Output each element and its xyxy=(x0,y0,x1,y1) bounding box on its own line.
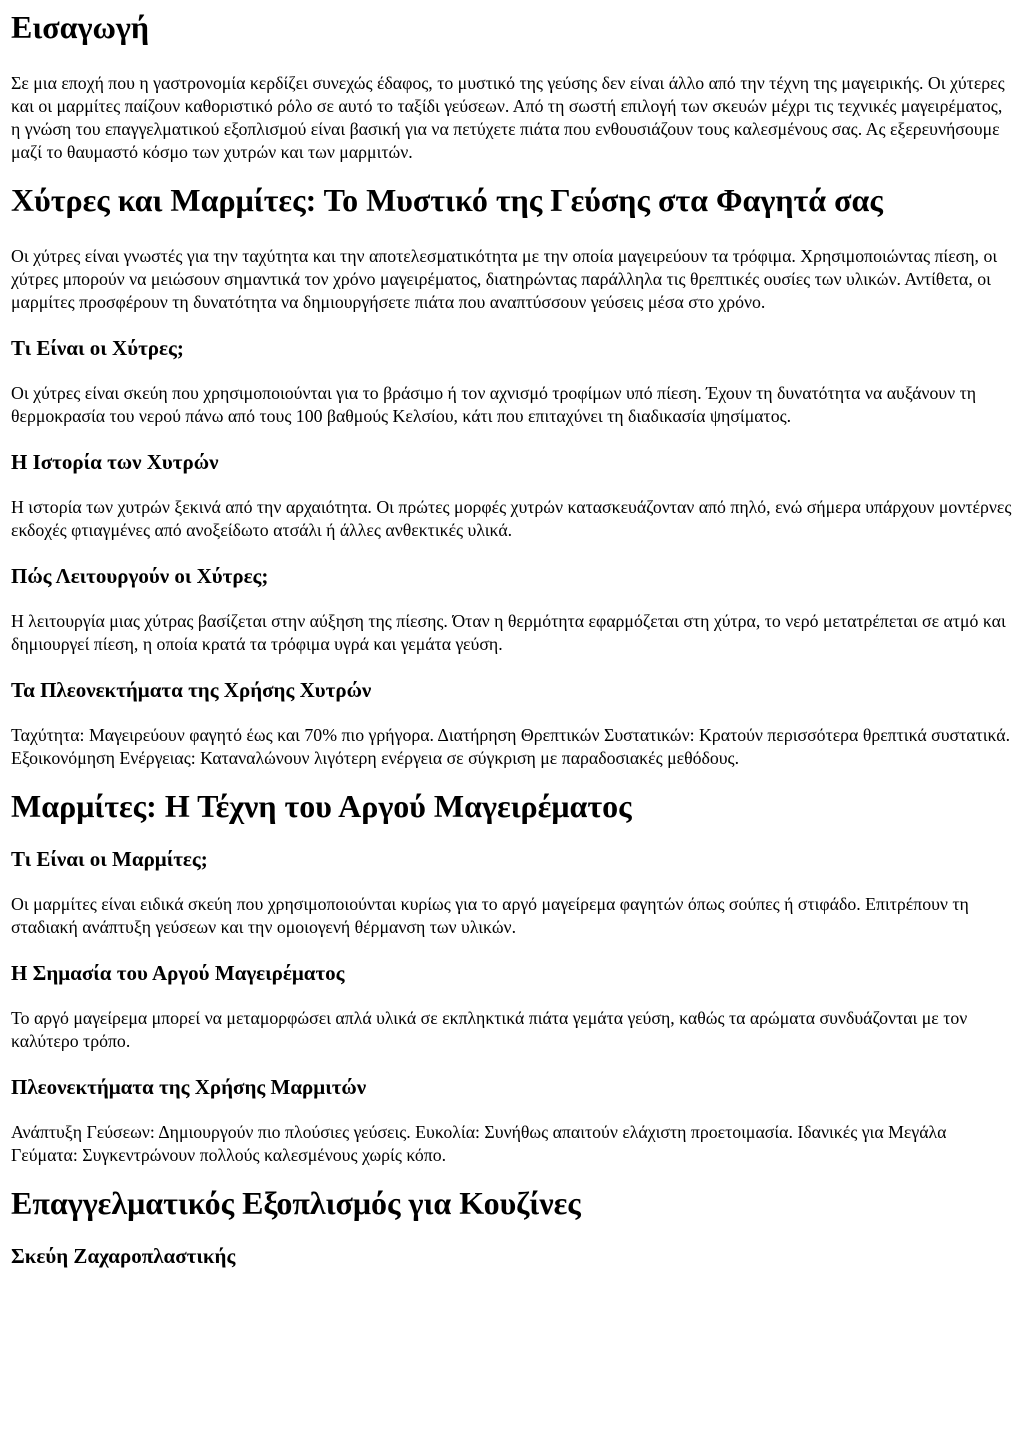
how-pots-work-paragraph: Η λειτουργία μιας χύτρας βασίζεται στην αύξηση της πίεσης. Όταν η θερμότητα εφαρμόζεται στη χύτρα, το νερό μετατρέπεται σε ατμό και δημιουργεί πίεση, η οποία κρατά τα τρόφιμα υγρά και γεμάτα γεύση. xyxy=(11,611,1006,654)
history-of-pots-paragraph: Η ιστορία των χυτρών ξεκινά από την αρχαιότητα. Οι πρώτες μορφές χυτρών κατασκευάζονταν από πηλό, ενώ σήμερα υπάρχουν μοντέρνες εκδοχές φτιαγμένες από ανοξείδωτο ατσάλι ή άλλες ανθεκτικές υλικά. xyxy=(11,497,1012,540)
subheading-what-are-pots: Τι Είναι οι Χύτρες; xyxy=(11,336,184,360)
pots-and-marmites-paragraph: Οι χύτρες είναι γνωστές για την ταχύτητα και την αποτελεσματικότητα με την οποία μαγειρεύουν τα τρόφιμα. Χρησιμοποιώντας πίεση, οι χύτρες μπορούν να μειώσουν σημαντικά τον χρόνο μαγειρέματος, διατηρώντας παράλληλα τις θρεπτικές ουσίες των υλικών. Αντίθετα, οι μαρμίτες προσφέρουν τη δυνατότητα να δημιουργήσετε πιάτα που αναπτύσσουν γεύσεις μέσα στο χρόνο. xyxy=(11,246,998,312)
subheading-how-pots-work: Πώς Λειτουργούν οι Χύτρες; xyxy=(11,564,269,588)
section-heading-marmites: Μαρμίτες: Η Τέχνη του Αργού Μαγειρέματος xyxy=(11,788,632,824)
subheading-pastry-utensils: Σκεύη Ζαχαροπλαστικής xyxy=(11,1244,236,1268)
section-heading-professional-equipment: Επαγγελματικός Εξοπλισμός για Κουζίνες xyxy=(11,1185,581,1221)
introduction-paragraph: Σε μια εποχή που η γαστρονομία κερδίζει συνεχώς έδαφος, το μυστικό της γεύσης δεν είναι άλλο από την τέχνη της μαγειρικής. Οι χύτερες και οι μαρμίτες παίζουν καθοριστικό ρόλο σε αυτό το ταξίδι γεύσεων. Από τη σωστή επιλογή των σκευών μέχρι τις τεχνικές μαγειρέματος, η γνώση του επαγγελματικού εξοπλισμού είναι βασική για να πετύχετε πιάτα που ενθουσιάζουν τους καλεσμένους σας. Ας εξερευνήσουμε μαζί το θαυμαστό κόσμο των χυτρών και των μαρμιτών. xyxy=(11,73,1005,162)
slow-cooking-importance-paragraph: Το αργό μαγείρεμα μπορεί να μεταμορφώσει απλά υλικά σε εκπληκτικά πιάτα γεμάτα γεύση, καθώς τα αρώματα συνδυάζονται με τον καλύτερο τρόπο. xyxy=(11,1008,968,1051)
subheading-slow-cooking-importance: Η Σημασία του Αργού Μαγειρέματος xyxy=(11,961,345,985)
subheading-pot-advantages: Τα Πλεονεκτήματα της Χρήσης Χυτρών xyxy=(11,678,372,702)
article xyxy=(0,9,1024,1269)
what-are-pots-paragraph: Οι χύτρες είναι σκεύη που χρησιμοποιούνται για το βράσιμο ή τον αχνισμό τροφίμων υπό πίεση. Έχουν τη δυνατότητα να αυξάνουν τη θερμοκρασία του νερού πάνω από τους 100 βαθμούς Κελσίου, κάτι που επιταχύνει τη διαδικασία ψησίματος. xyxy=(11,383,977,426)
pot-advantages-paragraph: Ταχύτητα: Μαγειρεύουν φαγητό έως και 70% πιο γρήγορα. Διατήρηση Θρεπτικών Συστατικών: Κρατούν περισσότερα θρεπτικά συστατικά. Εξοικονόμηση Ενέργειας: Καταναλώνουν λιγότερη ενέργεια σε σύγκριση με παραδοσιακές μεθόδους. xyxy=(11,725,1011,768)
marmite-advantages-paragraph: Ανάπτυξη Γεύσεων: Δημιουργούν πιο πλούσιες γεύσεις. Ευκολία: Συνήθως απαιτούν ελάχιστη προετοιμασία. Ιδανικές για Μεγάλα Γεύματα: Συγκεντρώνουν πολλούς καλεσμένους χωρίς κόπο. xyxy=(11,1122,947,1165)
what-are-marmites-paragraph: Οι μαρμίτες είναι ειδικά σκεύη που χρησιμοποιούνται κυρίως για το αργό μαγείρεμα φαγητών όπως σούπες ή στιφάδο. Επιτρέπουν τη σταδιακή ανάπτυξη γεύσεων και την ομοιογενή θέρμανση των υλικών. xyxy=(11,894,969,937)
section-heading-pots-and-marmites: Χύτρες και Μαρμίτες: Το Μυστικό της Γεύσης στα Φαγητά σας xyxy=(11,182,883,218)
section-heading-introduction: Εισαγωγή xyxy=(11,9,150,45)
subheading-what-are-marmites: Τι Είναι οι Μαρμίτες; xyxy=(11,847,208,871)
subheading-marmite-advantages: Πλεονεκτήματα της Χρήσης Μαρμιτών xyxy=(11,1075,367,1099)
subheading-history-of-pots: Η Ιστορία των Χυτρών xyxy=(11,450,219,474)
